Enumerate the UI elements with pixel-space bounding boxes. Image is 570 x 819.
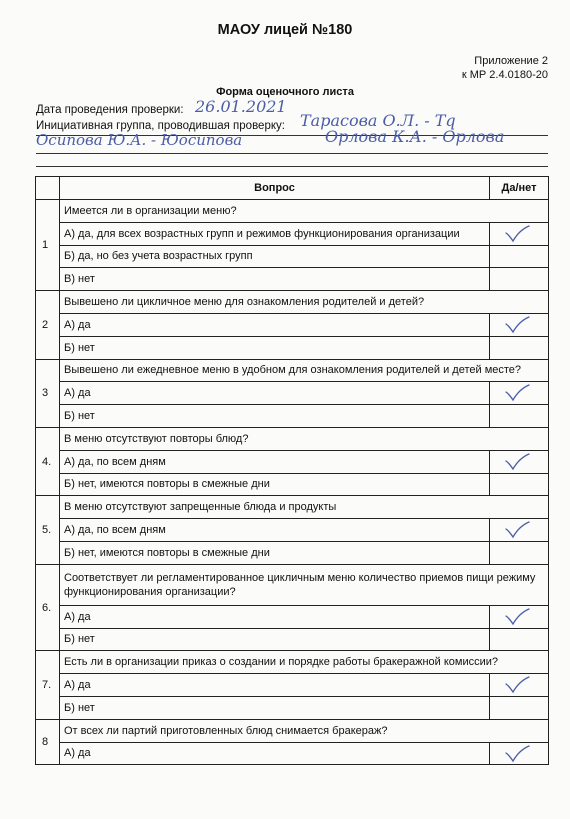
option-row [36, 336, 549, 359]
option-row [36, 742, 549, 765]
option-text: А) да, по всем дням [60, 450, 490, 473]
option-text: А) да [60, 382, 490, 405]
option-row [36, 605, 549, 628]
form-title: Форма оценочного листа [216, 86, 354, 98]
question-row [36, 359, 549, 382]
option-row [36, 222, 549, 245]
answer-cell[interactable] [490, 628, 549, 651]
question-cell [60, 359, 549, 382]
question-number: 8 [36, 719, 60, 765]
checkmark-icon [504, 453, 530, 471]
option-row [36, 628, 549, 651]
answer-cell[interactable] [490, 674, 549, 697]
option-text: А) да, для всех возрастных групп и режимов функционирования организации [60, 222, 490, 245]
answer-cell[interactable] [490, 473, 549, 496]
header-question: Вопрос [60, 177, 490, 200]
answer-cell[interactable] [490, 696, 549, 719]
question-number: 7. [36, 651, 60, 719]
checkmark-icon [504, 521, 530, 539]
option-text: Б) нет [60, 336, 490, 359]
group-member-3: Орлова К.А. - Орлова [325, 127, 505, 146]
header-num [36, 177, 60, 200]
answer-cell[interactable] [490, 336, 549, 359]
checkmark-icon [504, 608, 530, 626]
table-header-row [36, 177, 549, 200]
signature-line-3 [36, 166, 548, 167]
option-row [36, 450, 549, 473]
page-title: МАОУ лицей №180 [217, 22, 353, 38]
question-cell [60, 651, 549, 674]
appendix-line-2: к МР 2.4.0180-20 [461, 69, 548, 81]
checkmark-icon [504, 676, 530, 694]
option-text: Б) нет, имеются повторы в смежные дни [60, 541, 490, 564]
option-text: Б) нет [60, 628, 490, 651]
group-member-2: Осипова Ю.А. - Юосипова [36, 131, 243, 149]
question-number: 1 [36, 200, 60, 291]
appendix-note [462, 54, 548, 82]
answer-cell[interactable] [490, 450, 549, 473]
answer-cell[interactable] [490, 268, 549, 291]
header-answer: Да/нет [490, 177, 549, 200]
option-text: А) да [60, 674, 490, 697]
question-number: 3 [36, 359, 60, 427]
question-cell [60, 200, 549, 223]
question-number: 6. [36, 564, 60, 651]
question-text: Вывешено ли цикличное меню для ознакомления родителей и детей? [64, 296, 425, 309]
checkmark-icon [504, 745, 530, 763]
date-value: 26.01.2021 [195, 97, 287, 116]
answer-cell[interactable] [490, 519, 549, 542]
question-row [36, 496, 549, 519]
option-row [36, 473, 549, 496]
question-number: 2 [36, 291, 60, 359]
question-cell [60, 496, 549, 519]
question-row [36, 200, 549, 223]
answer-cell[interactable] [490, 605, 549, 628]
table-body [36, 200, 549, 765]
option-row [36, 674, 549, 697]
option-row [36, 696, 549, 719]
answer-cell[interactable] [490, 382, 549, 405]
signature-line-2 [36, 153, 548, 154]
question-row [36, 651, 549, 674]
option-row [36, 541, 549, 564]
option-row [36, 268, 549, 291]
option-row [36, 519, 549, 542]
option-row [36, 245, 549, 268]
option-text: Б) нет, имеются повторы в смежные дни [60, 473, 490, 496]
option-row [36, 313, 549, 336]
question-number: 5. [36, 496, 60, 564]
option-text: В) нет [60, 268, 490, 291]
option-text: А) да [60, 742, 490, 765]
appendix-line-1: Приложение 2 [474, 55, 548, 67]
option-text: А) да [60, 313, 490, 336]
answer-cell[interactable] [490, 742, 549, 765]
checklist-table [35, 176, 549, 765]
question-cell [60, 291, 549, 314]
question-text: Имеется ли в организации меню? [64, 204, 237, 217]
question-text: В меню отсутствуют повторы блюд? [64, 432, 249, 445]
question-text: Соответствует ли регламентированное цикличным меню количество приемов пищи режиму функционирования организации? [64, 571, 536, 598]
answer-cell[interactable] [490, 541, 549, 564]
option-row [36, 405, 549, 428]
question-cell [60, 427, 549, 450]
checkmark-icon [504, 384, 530, 402]
question-text: В меню отсутствуют запрещенные блюда и продукты [64, 501, 337, 514]
option-row [36, 382, 549, 405]
question-row [36, 427, 549, 450]
question-row [36, 719, 549, 742]
option-text: Б) нет [60, 696, 490, 719]
group-member-1: Тарасова О.Л. - Tq [300, 111, 456, 130]
question-number: 4. [36, 427, 60, 495]
question-text: От всех ли партий приготовленных блюд снимается бракераж? [64, 724, 388, 737]
option-text: Б) нет [60, 405, 490, 428]
question-text: Вывешено ли ежедневное меню в удобном для ознакомления родителей и детей месте? [64, 364, 522, 377]
checkmark-icon [504, 316, 530, 334]
answer-cell[interactable] [490, 313, 549, 336]
option-text: Б) да, но без учета возрастных групп [60, 245, 490, 268]
answer-cell[interactable] [490, 222, 549, 245]
answer-cell[interactable] [490, 405, 549, 428]
question-row [36, 291, 549, 314]
question-cell [60, 564, 549, 605]
question-text: Есть ли в организации приказ о создании и порядке работы бракеражной комиссии? [64, 656, 499, 669]
checkmark-icon [504, 225, 530, 243]
option-text: А) да [60, 605, 490, 628]
option-text: А) да, по всем дням [60, 519, 490, 542]
date-label: Дата проведения проверки: [36, 104, 184, 116]
question-cell [60, 719, 549, 742]
question-row [36, 564, 549, 605]
answer-cell[interactable] [490, 245, 549, 268]
group-label: Инициативная группа, проводившая проверку: [36, 120, 285, 132]
